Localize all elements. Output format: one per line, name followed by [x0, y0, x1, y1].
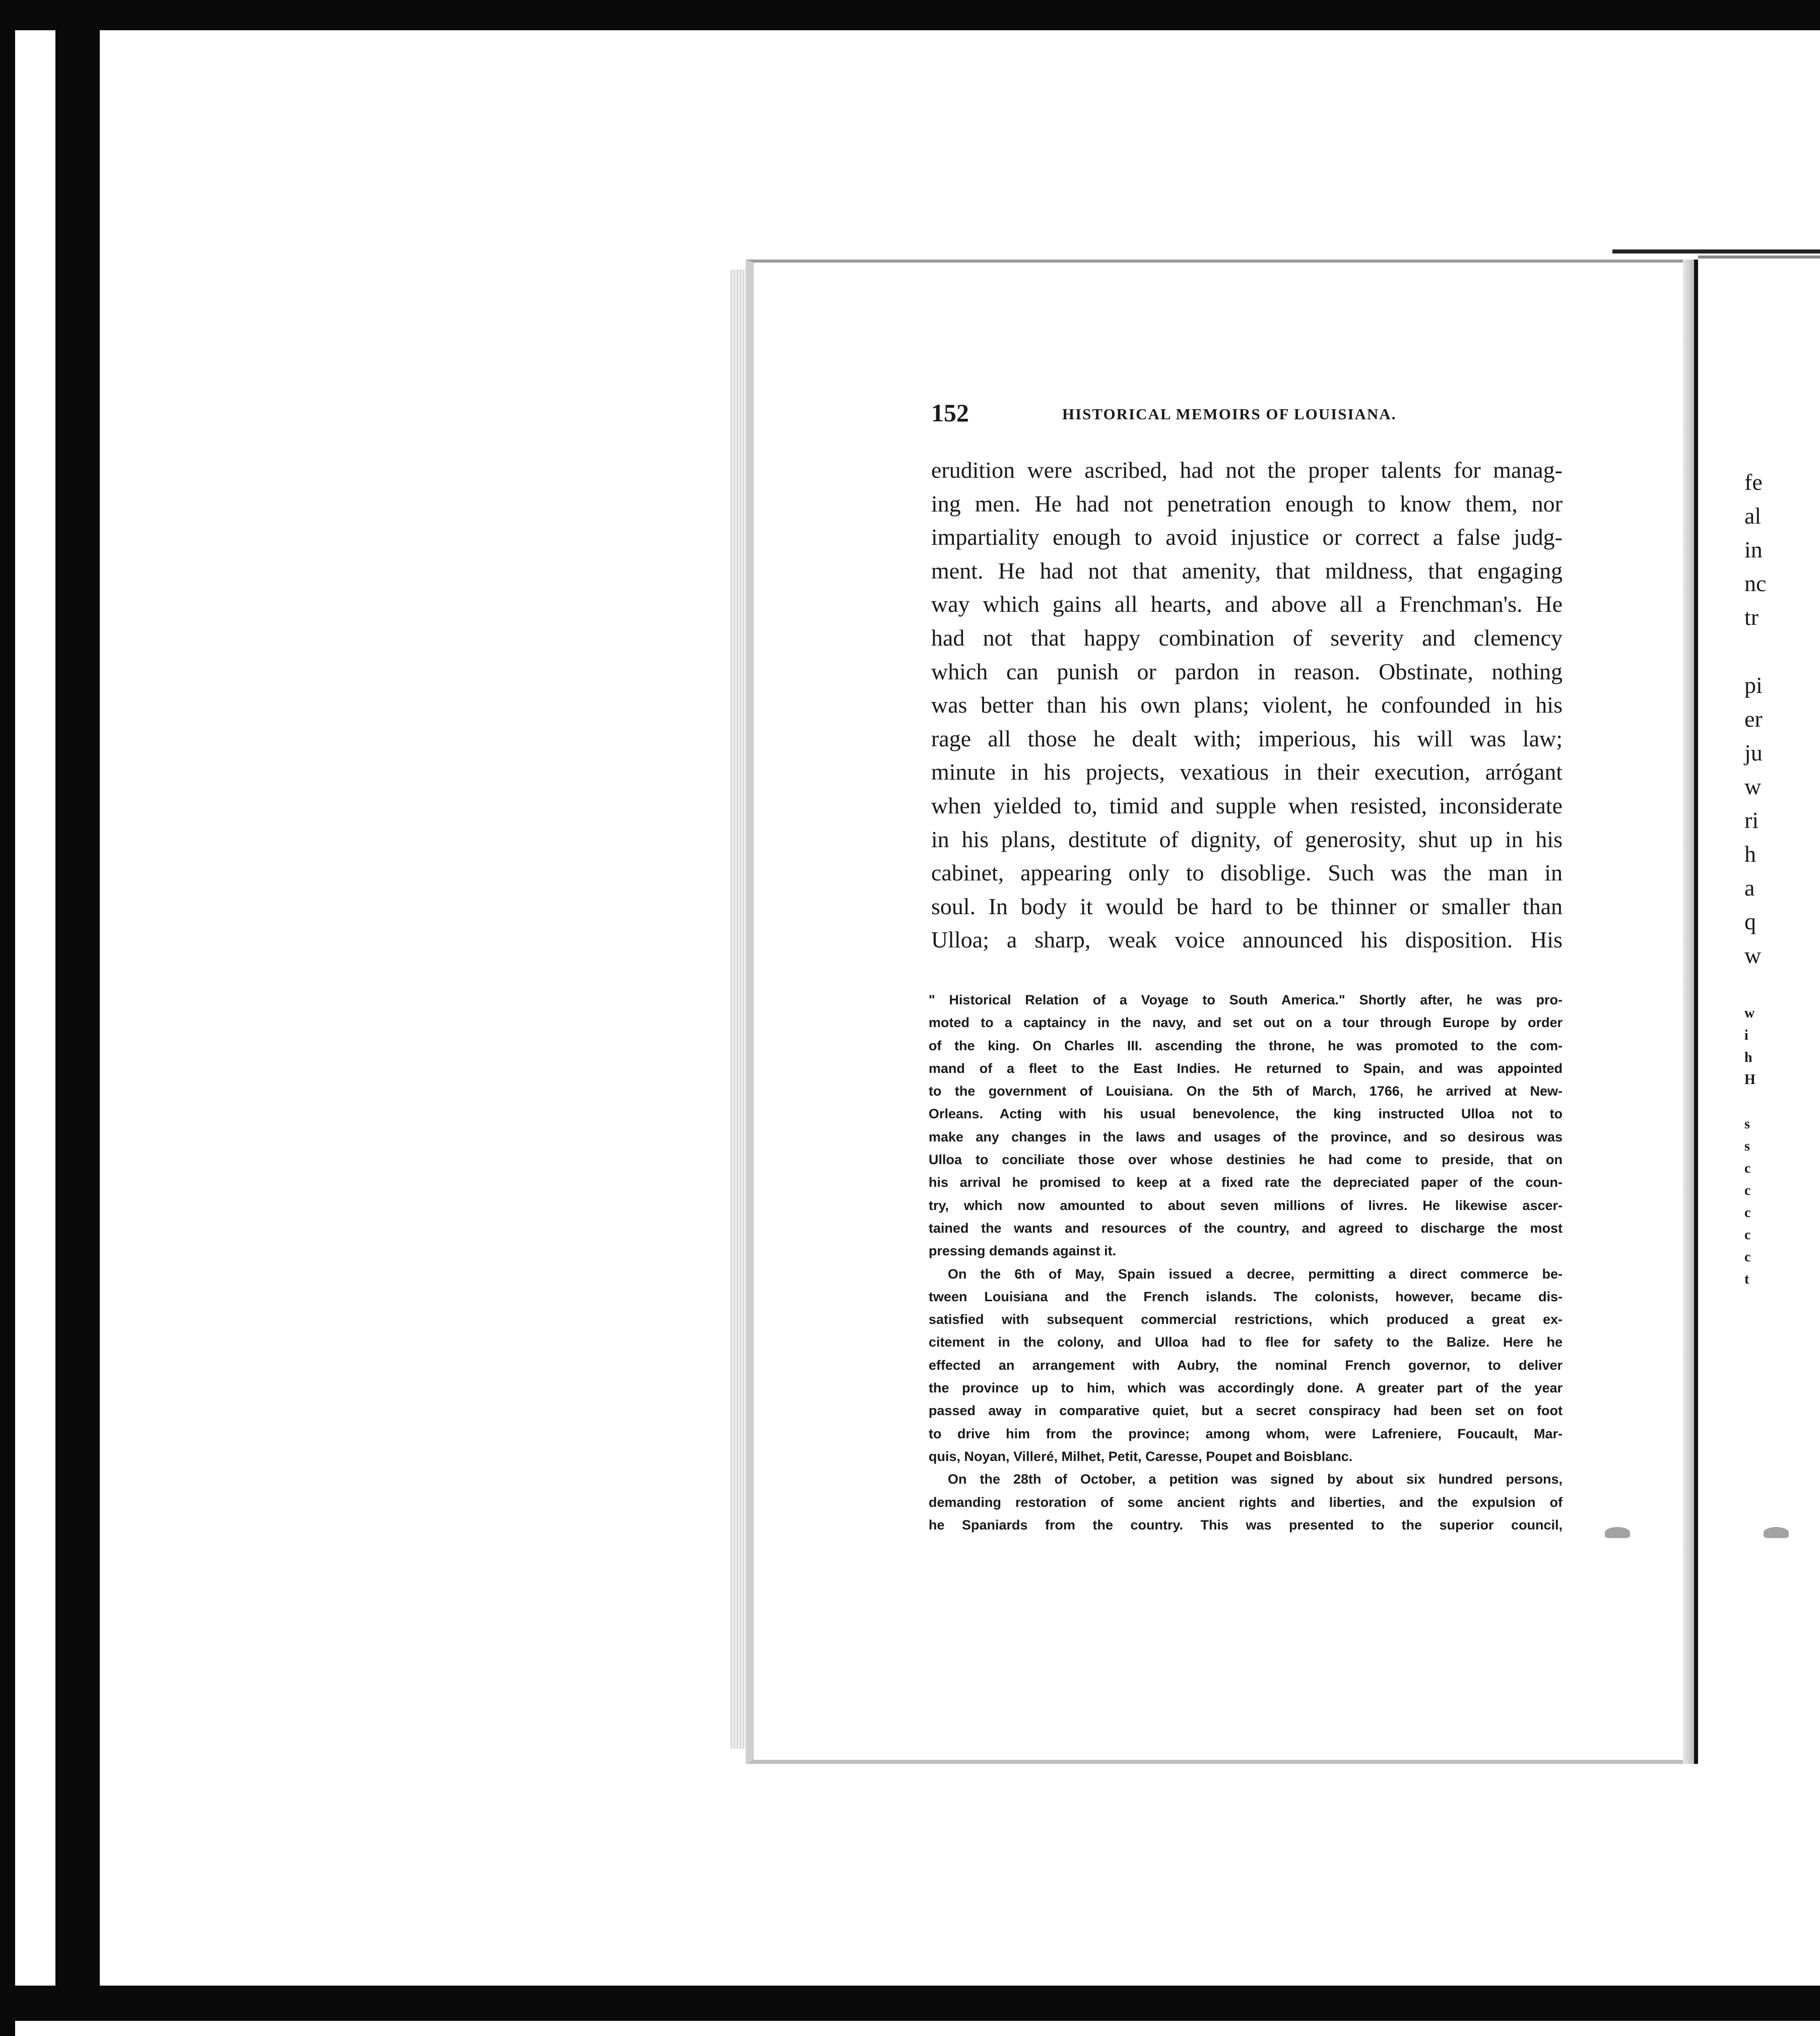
right-page: [1698, 260, 1820, 1764]
scan-frame-bottom: [0, 1986, 1820, 2021]
body-line: erudition were ascribed, had not the proper talents for manag-: [931, 457, 1563, 483]
footnote-line: mand of a fleet to the East Indies. He returned to Spain, and was appointed: [929, 1060, 1563, 1076]
footnote-line: he Spaniards from the country. This was presented to the superior council,: [929, 1517, 1563, 1533]
right-page-fragment: in: [1744, 537, 1763, 562]
body-line: which can punish or pardon in reason. Obstinate, nothing: [931, 658, 1563, 684]
footnote-line: pressing demands against it.: [929, 1243, 1117, 1259]
footnote-line: tween Louisiana and the French islands. The colonists, however, became dis-: [929, 1289, 1563, 1304]
footnote-line: quis, Noyan, Villeré, Milhet, Petit, Caresse, Poupet and Boisblanc.: [929, 1448, 1353, 1464]
footnote-line: passed away in comparative quiet, but a secret conspiracy had been set on foot: [929, 1403, 1563, 1419]
right-page-fragment: tr: [1744, 604, 1759, 630]
footnote-line: demanding restoration of some ancient rights and liberties, and the expulsion of: [929, 1494, 1563, 1510]
right-page-fragment: a: [1744, 875, 1755, 901]
body-line: was better than his own plans; violent, he confounded in his: [931, 692, 1563, 718]
right-page-footnote-fragment: c: [1744, 1161, 1751, 1176]
footnote-line: Orleans. Acting with his usual benevolence, the king instructed Ulloa not to: [929, 1106, 1563, 1122]
footnote-line: try, which now amounted to about seven millions of livres. He likewise ascer-: [929, 1197, 1563, 1213]
page-header: [931, 398, 1561, 428]
page-number: 152: [931, 399, 969, 427]
body-line: rage all those he dealt with; imperious, his will was law;: [931, 725, 1563, 751]
right-page-fragment: er: [1744, 706, 1763, 732]
body-line: way which gains all hearts, and above all a Frenchman's. He: [931, 591, 1563, 617]
right-page-footnote-fragment: c: [1744, 1205, 1751, 1221]
page-smudge: [1605, 1527, 1630, 1538]
right-page-fragment: ri: [1744, 807, 1759, 833]
body-line: Ulloa; a sharp, weak voice announced his disposition. His: [931, 927, 1563, 953]
body-line: soul. In body it would be hard to be thinner or smaller than: [931, 893, 1563, 919]
right-page-fragment: w: [1744, 942, 1762, 968]
footnote-line: satisfied with subsequent commercial restrictions, which produced a great ex-: [929, 1312, 1563, 1327]
right-page-footnote-fragment: s: [1744, 1138, 1750, 1154]
right-page-footnote-fragment: w: [1744, 1005, 1755, 1021]
footnote-line: On the 6th of May, Spain issued a decree, permitting a direct commerce be-: [948, 1266, 1563, 1282]
page-edge-stack: [731, 270, 746, 1749]
book-spine: [1694, 260, 1698, 1764]
right-page-border: [1698, 256, 1820, 259]
right-page-footnote-fragment: t: [1744, 1271, 1749, 1287]
footnote-line: Ulloa to conciliate those over whose destinies he had come to preside, that on: [929, 1152, 1563, 1168]
right-page-footnote-fragment: c: [1744, 1183, 1751, 1198]
body-line: ment. He had not that amenity, that mildness, that engaging: [931, 557, 1563, 584]
footnote-line: his arrival he promised to keep at a fixed rate the depreciated paper of the coun-: [929, 1175, 1563, 1190]
body-line: minute in his projects, vexatious in their execution, arrógant: [931, 759, 1563, 785]
right-page-fragment: pi: [1744, 672, 1763, 698]
book-gutter: [1683, 260, 1694, 1764]
page-smudge: [1764, 1527, 1789, 1538]
right-page-footnote-fragment: i: [1744, 1028, 1748, 1043]
right-page-footnote-fragment: H: [1744, 1072, 1756, 1088]
right-page-fragment: fe: [1744, 469, 1763, 495]
right-page-top-edge: [1612, 249, 1820, 253]
right-page-footnote-fragment: s: [1744, 1116, 1750, 1132]
footnote-line: " Historical Relation of a Voyage to South America." Shortly after, he was pro-: [929, 992, 1563, 1007]
right-page-footnote-fragment: h: [1744, 1050, 1752, 1065]
footnote-line: the province up to him, which was accordingly done. A greater part of the year: [929, 1380, 1563, 1396]
body-line: ing men. He had not penetration enough to know them, nor: [931, 490, 1563, 517]
right-page-fragment: w: [1744, 774, 1762, 799]
body-line: in his plans, destitute of dignity, of generosity, shut up in his: [931, 826, 1563, 852]
body-line: cabinet, appearing only to disoblige. Such was the man in: [931, 860, 1563, 886]
footnote-line: tained the wants and resources of the country, and agreed to discharge the most: [929, 1220, 1563, 1236]
scan-frame-left: [55, 30, 100, 1986]
right-page-fragment: nc: [1744, 570, 1767, 596]
running-head: HISTORICAL MEMOIRS OF LOUISIANA.: [1062, 405, 1397, 423]
footnote-line: to the government of Louisiana. On the 5th of March, 1766, he arrived at New-: [929, 1084, 1563, 1099]
right-page-footnote-fragment: c: [1744, 1227, 1751, 1243]
body-text: [931, 454, 1563, 957]
body-line: when yielded to, timid and supple when resisted, inconsiderate: [931, 792, 1563, 818]
right-page-fragment: al: [1744, 503, 1762, 529]
right-page-fragment: ju: [1744, 740, 1763, 766]
footnotes: [929, 989, 1563, 1537]
footnote-line: to drive him from the province; among whom, were Lafreniere, Foucault, Mar-: [929, 1426, 1563, 1441]
right-page-fragment: q: [1744, 909, 1756, 934]
right-page-footnote-fragment: c: [1744, 1249, 1751, 1265]
footnote-line: effected an arrangement with Aubry, the nominal French governor, to deliver: [929, 1357, 1563, 1373]
footnote-line: moted to a captaincy in the navy, and set out on a tour through Europe by order: [929, 1015, 1563, 1031]
scan-frame-left-edge: [0, 30, 15, 2036]
footnote-line: of the king. On Charles III. ascending the throne, he was promoted to the com-: [929, 1038, 1563, 1053]
footnote-line: citement in the colony, and Ulloa had to flee for safety to the Balize. Here he: [929, 1334, 1563, 1350]
scan-frame-top: [0, 0, 1820, 30]
footnote-line: make any changes in the laws and usages of the province, and so desirous was: [929, 1129, 1563, 1144]
right-page-fragment: h: [1744, 841, 1756, 867]
body-line: had not that happy combination of severity and clemency: [931, 624, 1563, 651]
body-line: impartiality enough to avoid injustice or correct a false judg-: [931, 524, 1563, 550]
footnote-line: On the 28th of October, a petition was signed by about six hundred persons,: [948, 1472, 1563, 1487]
